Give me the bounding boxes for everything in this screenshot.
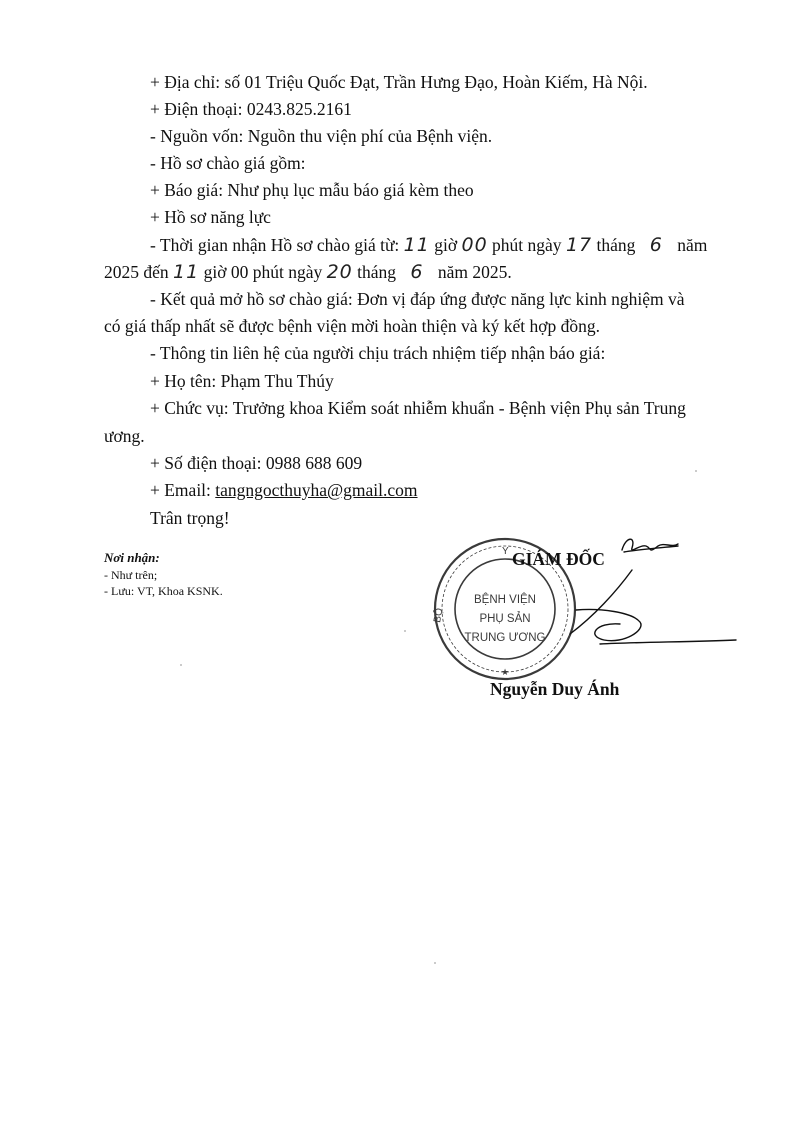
time-gio-1: giờ (429, 235, 462, 255)
time2-gio: giờ 00 phút ngày (199, 262, 327, 282)
handwritten-hour-1: 11 (403, 234, 430, 256)
signatory-name: Nguyễn Duy Ánh (490, 679, 620, 699)
time-prefix: - Thời gian nhận Hồ sơ chào giá từ: (150, 235, 404, 255)
address-line: + Địa chỉ: số 01 Triệu Quốc Đạt, Trần Hưng Đạo, Hoàn Kiếm, Hà Nội. (150, 72, 648, 92)
mobile-line: + Số điện thoại: 0988 688 609 (150, 453, 363, 473)
seal-line-3: TRUNG ƯƠNG (464, 632, 546, 644)
scan-speck (695, 470, 697, 472)
seal-line-2: PHỤ SẢN (479, 613, 531, 625)
capacity-line: + Hồ sơ năng lực (150, 207, 271, 227)
handwritten-month-2: 6 (410, 261, 424, 283)
handwritten-month-1: 6 (649, 234, 663, 256)
email-label: + Email: (150, 480, 216, 500)
seal-ring-left: BỘ (432, 607, 446, 624)
result-line-1: - Kết quả mở hồ sơ chào giá: Đơn vị đáp ứng được năng lực kinh nghiệm và (150, 289, 685, 309)
closing-line: Trân trọng! (150, 508, 230, 528)
time-nam-1: năm (672, 235, 708, 255)
time-line-2 (104, 263, 512, 282)
contact-line: - Thông tin liên hệ của người chịu trách nhiệm tiếp nhận báo giá: (150, 343, 606, 363)
handwritten-day-2: 20 (326, 261, 353, 283)
seal-ring-top: Y (502, 546, 509, 557)
scan-speck (404, 630, 406, 632)
time-thang-1: tháng (592, 235, 640, 255)
scan-speck (180, 664, 182, 666)
handwritten-signature (540, 530, 740, 670)
time2-year: 2025 đến (104, 262, 174, 282)
recipients-title: Nơi nhận: (104, 550, 160, 565)
handwritten-hour-2: 11 (173, 261, 200, 283)
name-line: + Họ tên: Phạm Thu Thúy (150, 371, 334, 391)
result-line-2: có giá thấp nhất sẽ được bệnh viện mời hoàn thiện và ký kết hợp đồng. (104, 316, 601, 336)
funding-line: - Nguồn vốn: Nguồn thu viện phí của Bệnh viện. (150, 126, 493, 146)
quote-line: + Báo giá: Như phụ lục mẫu báo giá kèm theo (150, 180, 474, 200)
handwritten-day-1: 17 (565, 234, 593, 256)
phone-line: + Điện thoại: 0243.825.2161 (150, 99, 352, 119)
position-line-1: + Chức vụ: Trưởng khoa Kiểm soát nhiễm khuẩn - Bệnh viện Phụ sản Trung (150, 398, 686, 418)
seal-star-icon: ★ (500, 668, 510, 678)
email-link[interactable]: tangngocthuyha@gmail.com (215, 480, 418, 500)
time2-thang: tháng (352, 262, 401, 282)
seal-line-1: BỆNH VIỆN (474, 594, 536, 606)
dossier-line: - Hồ sơ chào giá gồm: (150, 153, 306, 173)
handwritten-minute-1: 00 (461, 234, 488, 256)
signature-title: GIÁM ĐỐC (512, 549, 605, 569)
recipient-item: - Như trên; (104, 568, 158, 582)
recipient-item: - Lưu: VT, Khoa KSNK. (104, 584, 223, 598)
time-phut-1: phút ngày (487, 235, 566, 255)
scan-speck (434, 962, 436, 964)
email-line (150, 482, 418, 500)
time2-nam: năm 2025. (433, 262, 512, 282)
position-line-2: ương. (104, 426, 145, 446)
time-line-1 (150, 236, 707, 255)
